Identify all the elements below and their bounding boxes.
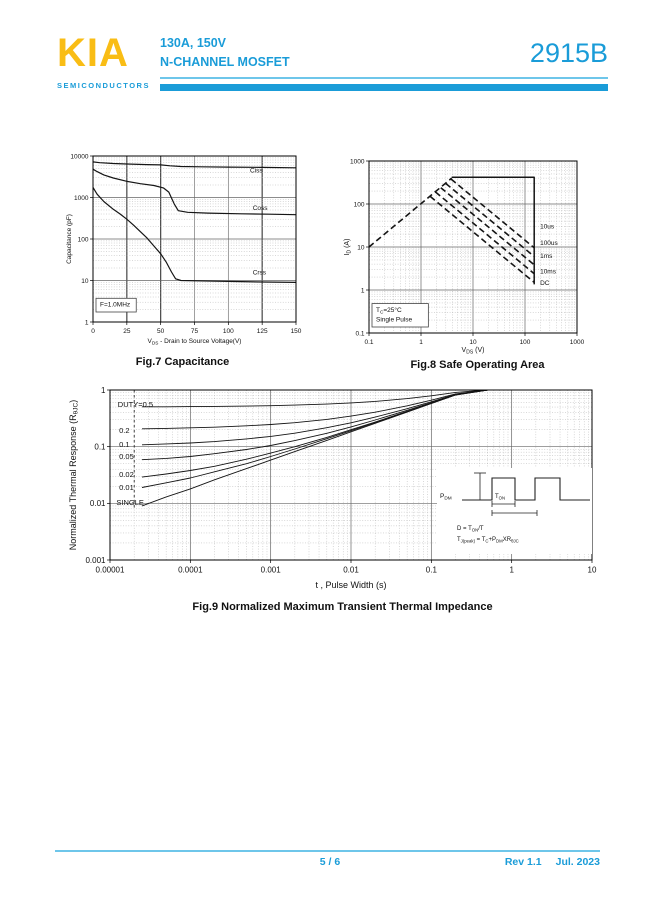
footer-divider xyxy=(55,850,600,852)
curve-label-crss: Crss xyxy=(252,269,267,277)
svg-text:10: 10 xyxy=(81,277,89,285)
svg-text:1: 1 xyxy=(360,287,365,295)
svg-text:10: 10 xyxy=(357,244,365,252)
svg-text:1: 1 xyxy=(419,339,423,346)
curve-label-single: SINGLE xyxy=(116,497,144,507)
series-rdson-limit xyxy=(369,178,452,247)
svg-text:0.01: 0.01 xyxy=(343,565,359,575)
svg-text:1000: 1000 xyxy=(74,194,89,202)
inset-ton-label: $T_{ON}$ xyxy=(495,494,506,501)
series-duty-0.1 xyxy=(142,390,521,445)
curve-label-coss: Coss xyxy=(252,204,268,212)
svg-text:100: 100 xyxy=(353,201,365,209)
svg-text:100: 100 xyxy=(519,339,531,346)
svg-text:F=1.0MHz: F=1.0MHz xyxy=(100,301,131,309)
svg-text:1: 1 xyxy=(509,565,514,575)
series-duty-0.2 xyxy=(142,390,521,429)
curve-label-ciss: Ciss xyxy=(249,167,263,175)
curve-label-0.1: 0.1 xyxy=(119,439,130,449)
svg-text:0.001: 0.001 xyxy=(260,565,281,575)
inset-pdm-label: $P_{DM}$ xyxy=(440,493,452,501)
inset-formula-2: $T_{J(peak)} = T_C+P_{DM}XR_{\theta JC}$ xyxy=(457,537,519,544)
curve-label-0.2: 0.2 xyxy=(119,425,130,435)
svg-text:0.0001: 0.0001 xyxy=(178,565,203,575)
svg-text:10: 10 xyxy=(469,339,477,346)
revision-info xyxy=(460,856,600,868)
fig8-caption: Fig.8 Safe Operating Area xyxy=(410,359,545,371)
svg-text:10000: 10000 xyxy=(70,153,89,161)
svg-text:0.1: 0.1 xyxy=(355,330,365,338)
kia-logo-subtext: SEMICONDUCTORS xyxy=(57,81,150,90)
svg-text:1000: 1000 xyxy=(569,339,585,346)
curve-label-dc: DC xyxy=(540,280,550,288)
curve-label-duty-0.5: DUTY=0.5 xyxy=(117,400,154,410)
curve-label-100us: 100us xyxy=(540,240,558,248)
curve-label-0.05: 0.05 xyxy=(119,451,134,461)
fig7-capacitance-chart xyxy=(55,145,310,357)
x-axis-label: t , Pulse Width (s) xyxy=(315,580,387,590)
header-accent-bar xyxy=(160,84,608,91)
series-duty-0.02 xyxy=(142,390,521,477)
svg-text:100: 100 xyxy=(77,236,89,244)
svg-text:0.001: 0.001 xyxy=(85,555,106,565)
svg-text:100: 100 xyxy=(222,328,234,335)
fig7-caption: Fig.7 Capacitance xyxy=(135,356,230,368)
y-axis-label: Capacitance (pF) xyxy=(66,214,73,264)
svg-text:0.01: 0.01 xyxy=(89,499,106,509)
curve-label-0.02: 0.02 xyxy=(119,470,134,480)
device-type: N-CHANNEL MOSFET xyxy=(160,55,290,69)
revision-date: Jul. 2023 xyxy=(555,856,600,868)
fig8-soa-chart xyxy=(335,145,630,363)
curve-label-1ms: 1ms xyxy=(540,253,553,261)
fig9-thermal-impedance-chart xyxy=(60,380,625,598)
svg-text:25: 25 xyxy=(123,328,131,335)
svg-text:0.1: 0.1 xyxy=(425,565,437,575)
revision-label: Rev 1.1 xyxy=(504,856,542,868)
kia-logo: KIA xyxy=(57,31,129,75)
y-axis-label: Normalized Thermal Response (RθJC) xyxy=(68,399,80,551)
svg-text:0: 0 xyxy=(91,328,95,335)
inset-formula-1: $D = T_{ON}/T$ xyxy=(457,526,484,533)
svg-text:1000: 1000 xyxy=(350,158,365,166)
fig9-caption: Fig.9 Normalized Maximum Transient Thermal Impedance xyxy=(192,601,493,613)
part-number: 2915B xyxy=(529,38,608,68)
svg-text:0.00001: 0.00001 xyxy=(95,565,125,575)
svg-text:0.1: 0.1 xyxy=(94,442,106,452)
x-axis-label: $V_{DS}$ - Drain to Source Voltage(V) xyxy=(147,338,242,346)
header-thin-divider xyxy=(160,77,608,79)
svg-text:125: 125 xyxy=(256,328,268,335)
svg-text:150: 150 xyxy=(290,328,302,335)
curve-label-10ms: 10ms xyxy=(540,268,556,276)
svg-text:50: 50 xyxy=(157,328,165,335)
x-axis-label: $V_{DS}$ (V) xyxy=(461,347,485,356)
curve-label-0.01: 0.01 xyxy=(119,482,134,492)
svg-text:Single Pulse: Single Pulse xyxy=(376,316,413,324)
svg-text:1: 1 xyxy=(101,385,106,395)
svg-text:10: 10 xyxy=(587,565,597,575)
curve-label-10us: 10us xyxy=(540,223,555,231)
svg-text:TC=25°C: $T_C=25^\circ C$ xyxy=(376,306,402,315)
svg-text:75: 75 xyxy=(190,328,199,335)
svg-text:0.1: 0.1 xyxy=(364,339,374,346)
svg-text:1: 1 xyxy=(84,319,89,327)
device-description xyxy=(160,34,290,72)
device-rating: 130A, 150V xyxy=(160,36,227,50)
y-axis-label: $I_D$ (A) xyxy=(344,238,353,256)
page-number: 5 / 6 xyxy=(319,856,341,868)
